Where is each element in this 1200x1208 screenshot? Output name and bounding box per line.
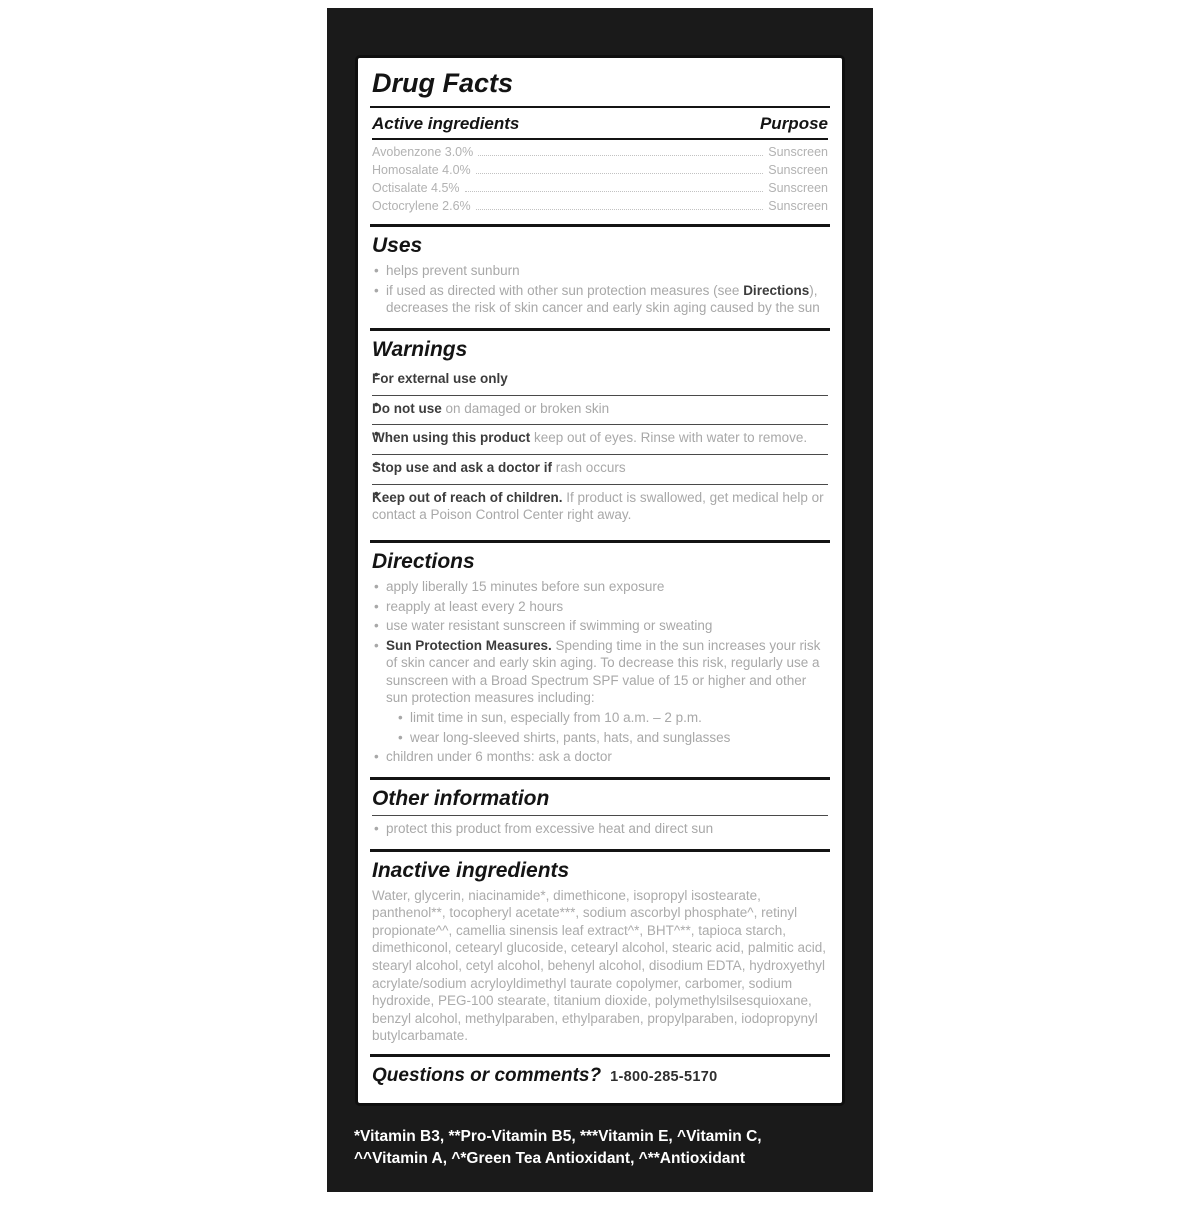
ingredient-purpose: Sunscreen bbox=[768, 181, 828, 195]
ingredient-purpose: Sunscreen bbox=[768, 163, 828, 177]
directions-sub-item bbox=[396, 729, 828, 746]
ingredient-name: Homosalate 4.0% bbox=[372, 163, 471, 177]
drug-facts-panel bbox=[355, 55, 845, 1106]
ingredient-purpose: Sunscreen bbox=[768, 145, 828, 159]
other-information-text: protect this product from excessive heat and direct sun bbox=[386, 821, 714, 837]
dotted-leader bbox=[476, 173, 764, 174]
directions-text: children under 6 months: ask a doctor bbox=[386, 749, 612, 765]
questions-phone-number: 1-800-285-5170 bbox=[610, 1068, 718, 1085]
directions-text: reapply at least every 2 hours bbox=[386, 598, 564, 614]
uses-bold-reference: Directions bbox=[743, 282, 810, 298]
dotted-leader bbox=[465, 191, 764, 192]
other-information-item bbox=[372, 820, 828, 837]
drug-facts-title: Drug Facts bbox=[370, 66, 830, 108]
product-package-back bbox=[327, 8, 873, 1192]
ingredient-purpose: Sunscreen bbox=[768, 199, 828, 213]
directions-text: apply liberally 15 minutes before sun exposure bbox=[386, 578, 665, 594]
other-information-heading: Other information bbox=[372, 787, 550, 811]
other-information-section bbox=[370, 777, 830, 849]
directions-heading: Directions bbox=[372, 549, 475, 573]
uses-item bbox=[372, 282, 828, 317]
warning-item bbox=[372, 366, 828, 392]
warning-text: keep out of eyes. Rinse with water to remove. bbox=[530, 430, 808, 446]
warning-text: If product is swallowed, get medical help or contact a Poison Control Center right away. bbox=[372, 489, 824, 523]
warning-lead: Stop use and ask a doctor if bbox=[372, 460, 553, 476]
directions-item bbox=[372, 617, 828, 634]
dotted-leader bbox=[476, 209, 764, 210]
directions-text: limit time in sun, especially from 10 a.m. – 2 p.m. bbox=[410, 709, 702, 725]
directions-sub-item bbox=[396, 709, 828, 726]
directions-item bbox=[372, 637, 828, 706]
warning-item bbox=[372, 484, 828, 529]
uses-section bbox=[370, 224, 830, 328]
questions-section bbox=[370, 1054, 830, 1093]
divider bbox=[372, 815, 828, 816]
warning-lead: Do not use bbox=[372, 400, 442, 416]
directions-text: wear long-sleeved shirts, pants, hats, and sunglasses bbox=[410, 729, 731, 745]
active-ingredient-row bbox=[372, 197, 828, 215]
directions-item bbox=[372, 598, 828, 615]
warning-item bbox=[372, 395, 828, 422]
inactive-ingredients-heading: Inactive ingredients bbox=[372, 858, 570, 882]
active-ingredients-section bbox=[370, 108, 830, 224]
uses-text: ), decreases the risk of skin cancer and early skin aging caused by the sun bbox=[386, 282, 820, 316]
warning-lead: Keep out of reach of children. bbox=[372, 489, 563, 505]
directions-section bbox=[370, 540, 830, 777]
warning-lead: When using this product bbox=[372, 430, 531, 446]
inactive-ingredients-section bbox=[370, 849, 830, 1054]
vitamin-footnote bbox=[354, 1126, 846, 1171]
questions-heading: Questions or comments? bbox=[372, 1064, 602, 1086]
directions-item bbox=[372, 748, 828, 765]
active-ingredients-header bbox=[372, 112, 828, 140]
active-ingredient-row bbox=[372, 161, 828, 179]
uses-text: if used as directed with other sun protection measures (see bbox=[386, 282, 744, 298]
footnote-line-2: ^^Vitamin A, ^*Green Tea Antioxidant, ^**Antioxidant bbox=[354, 1150, 746, 1168]
purpose-heading: Purpose bbox=[759, 114, 828, 133]
ingredient-name: Octocrylene 2.6% bbox=[372, 199, 471, 213]
uses-item bbox=[372, 262, 828, 279]
active-ingredient-row bbox=[372, 143, 828, 161]
warning-item bbox=[372, 454, 828, 481]
warning-item bbox=[372, 424, 828, 451]
warning-text: on damaged or broken skin bbox=[441, 400, 610, 416]
ingredient-name: Avobenzone 3.0% bbox=[372, 145, 474, 159]
warning-lead: For external use only bbox=[372, 370, 508, 386]
active-ingredients-heading: Active ingredients bbox=[372, 114, 520, 133]
sun-protection-text: Spending time in the sun increases your risk of skin cancer and early skin aging. To decrease this risk, regularly use a sunscreen with a Broad Spectrum SPF value of 15 or higher and other sun protection measures including: bbox=[386, 638, 821, 705]
warnings-section bbox=[370, 328, 830, 540]
dotted-leader bbox=[478, 155, 763, 156]
ingredient-name: Octisalate 4.5% bbox=[372, 181, 460, 195]
footnote-line-1: *Vitamin B3, **Pro-Vitamin B5, ***Vitamin E, ^Vitamin C, bbox=[354, 1127, 762, 1145]
directions-item bbox=[372, 578, 828, 595]
inactive-ingredients-list: Water, glycerin, niacinamide*, dimethicone, isopropyl isostearate, panthenol**, tocopheryl acetate***, sodium ascorbyl phosphate^, retinyl propionate^^, camellia sinensis leaf extract^*, BHT^**, tapioca starch, dimethiconol, cetearyl glucoside, cetearyl alcohol, stearic acid, palmitic acid, stearyl alcohol, cetyl alcohol, behenyl alcohol, disodium EDTA, hydroxyethyl acrylate/sodium acryloyldimethyl taurate copolymer, carbomer, sodium hydroxide, PEG-100 stearate, titanium dioxide, polymethylsilsesquioxane, benzyl alcohol, methylparaben, ethylparaben, propylparaben, iodopropynyl butylcarbamate. bbox=[372, 887, 826, 1044]
directions-text: use water resistant sunscreen if swimming or sweating bbox=[386, 618, 713, 634]
warnings-heading: Warnings bbox=[372, 337, 468, 361]
warning-text: rash occurs bbox=[552, 460, 626, 476]
sun-protection-lead: Sun Protection Measures. bbox=[386, 638, 552, 654]
uses-heading: Uses bbox=[372, 234, 423, 257]
active-ingredient-row bbox=[372, 179, 828, 197]
uses-text: helps prevent sunburn bbox=[386, 263, 520, 278]
